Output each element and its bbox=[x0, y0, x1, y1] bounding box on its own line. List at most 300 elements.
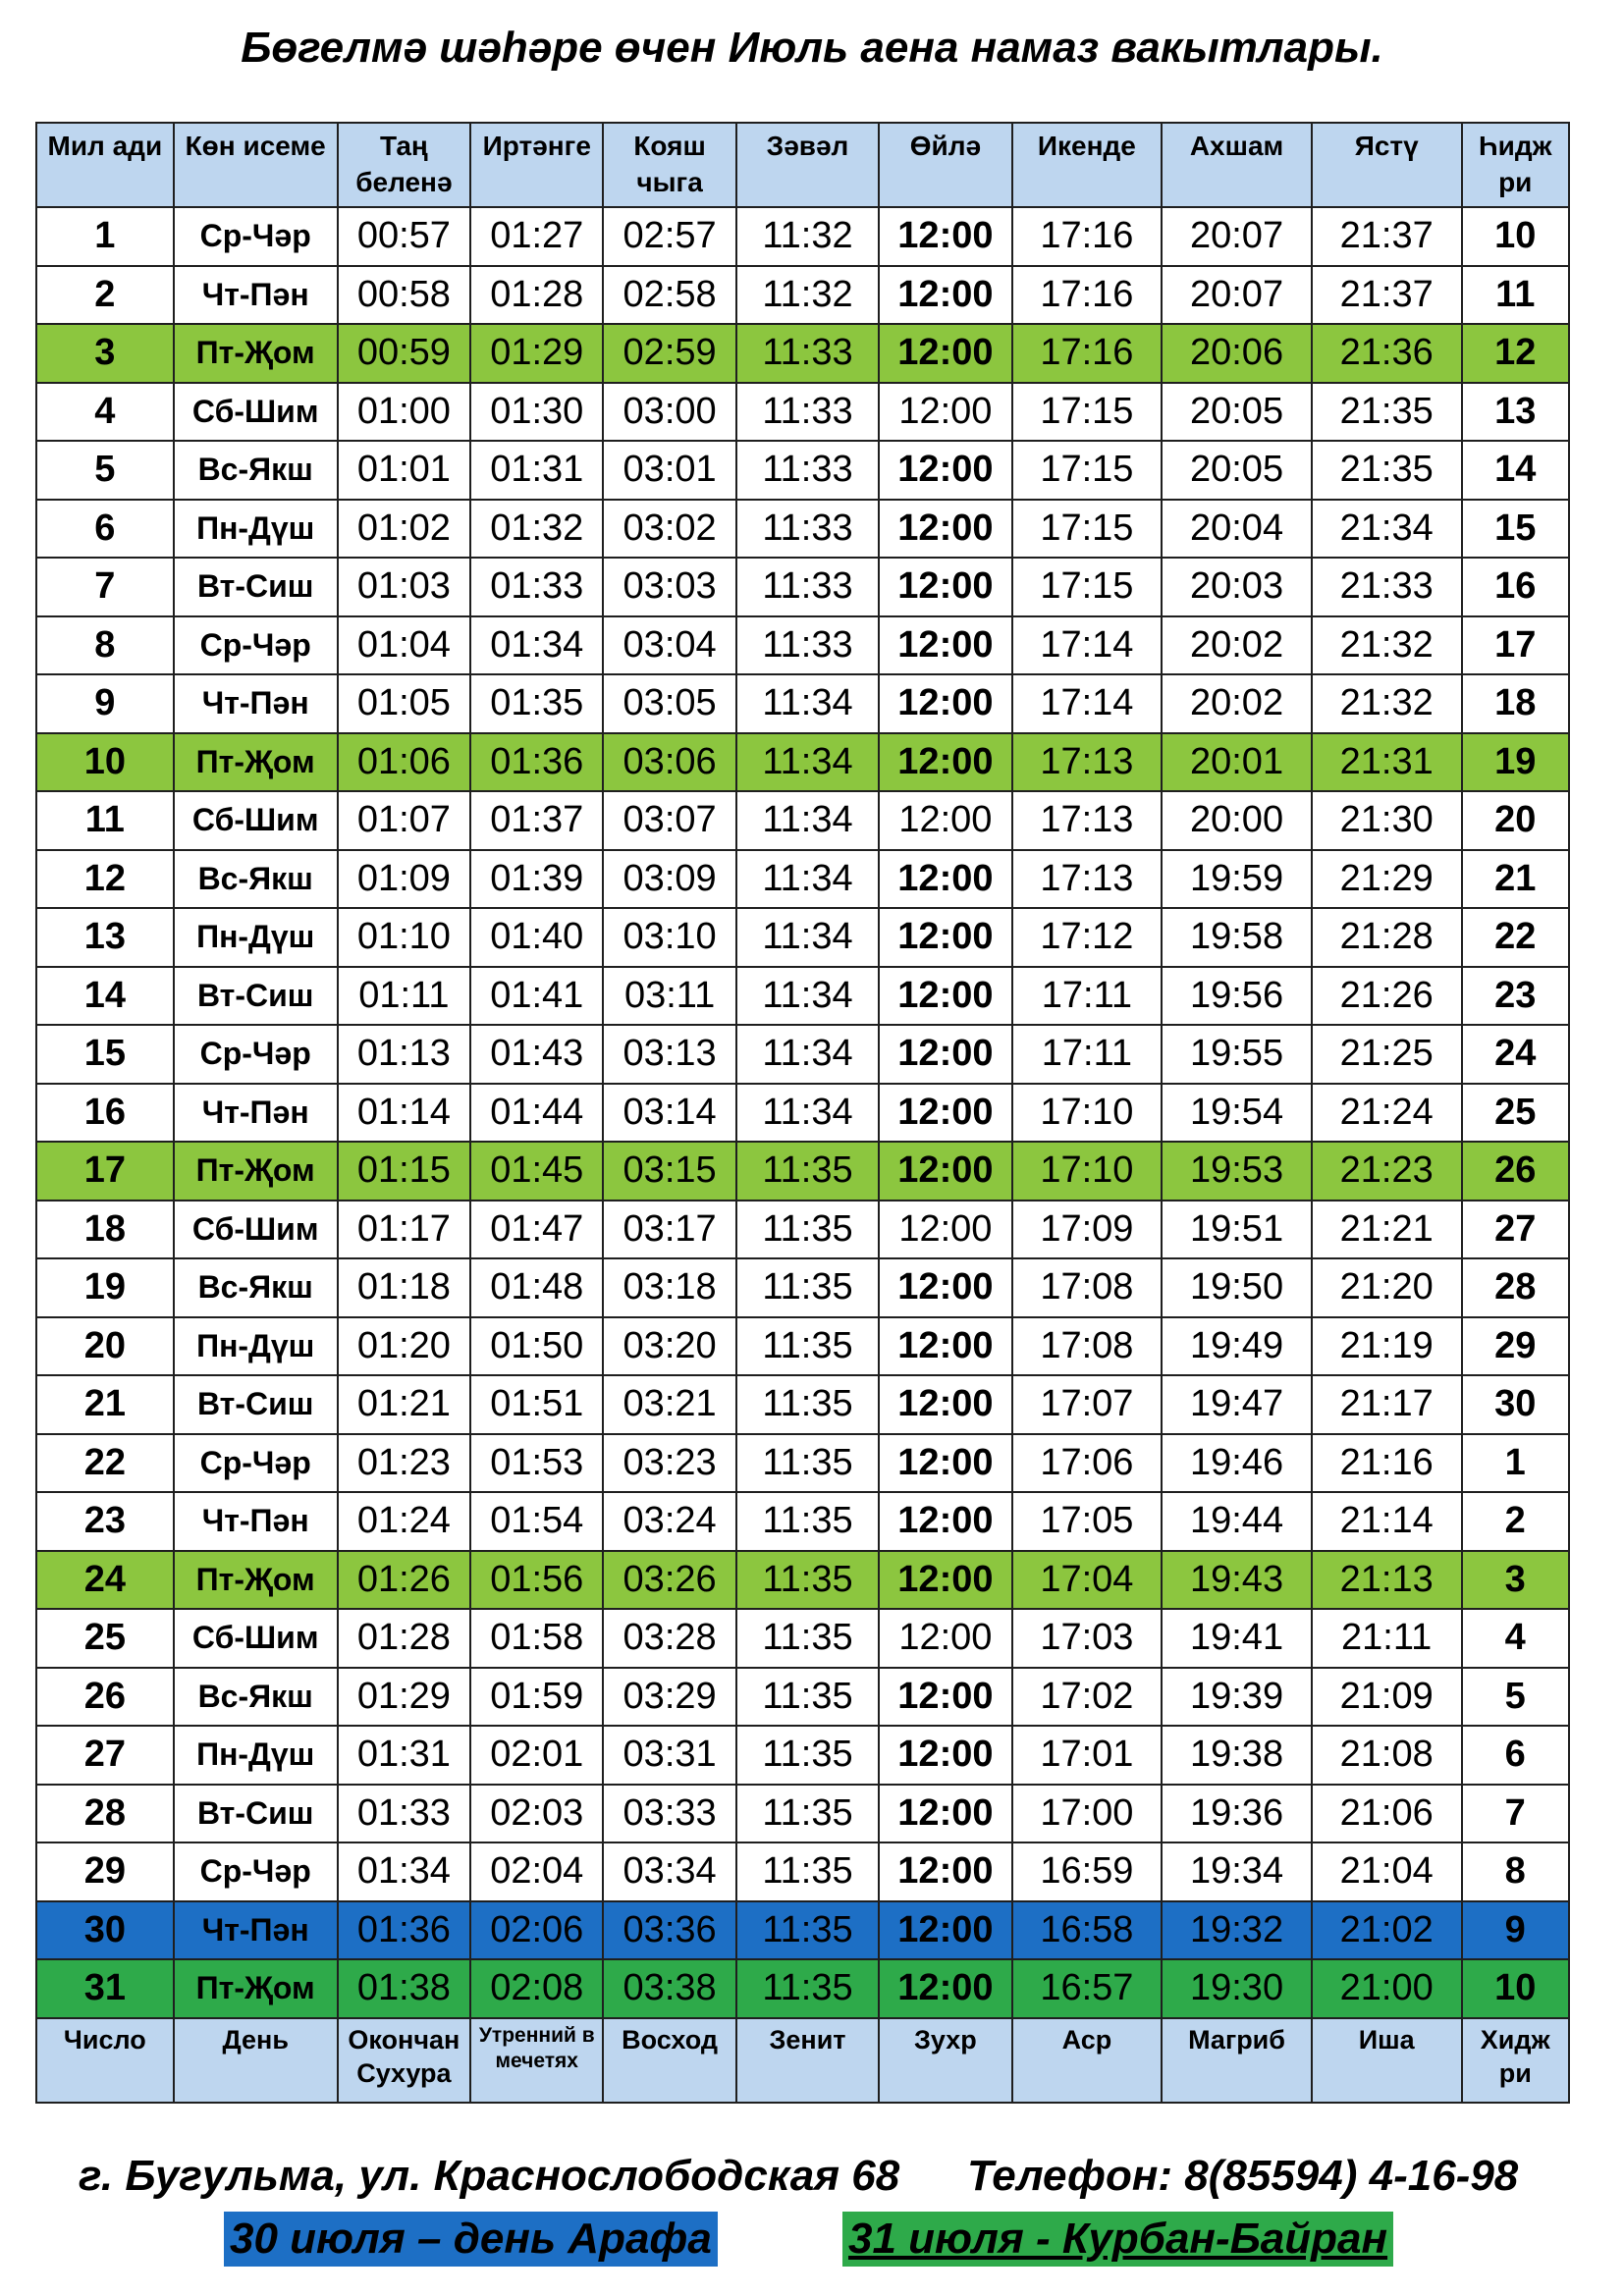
hijri-day-cell: 18 bbox=[1462, 674, 1570, 733]
koyash-chyga-cell: 03:03 bbox=[603, 558, 735, 616]
ikende-cell: 17:15 bbox=[1012, 383, 1163, 442]
yastu-cell: 21:00 bbox=[1312, 1959, 1462, 2018]
irtenge-cell: 01:59 bbox=[470, 1668, 603, 1727]
footer-cell: Восход bbox=[603, 2018, 735, 2103]
akhsham-cell: 19:54 bbox=[1162, 1084, 1312, 1143]
akhsham-cell: 19:56 bbox=[1162, 967, 1312, 1026]
day-number-cell: 31 bbox=[36, 1959, 174, 2018]
hijri-day-cell: 1 bbox=[1462, 1434, 1570, 1493]
yastu-cell: 21:33 bbox=[1312, 558, 1462, 616]
footer-cell: Магриб bbox=[1162, 2018, 1312, 2103]
irtenge-cell: 01:35 bbox=[470, 674, 603, 733]
oile-cell: 12:00 bbox=[879, 1959, 1011, 2018]
weekday-cell: Чт-Пән bbox=[174, 1492, 338, 1551]
koyash-chyga-cell: 03:06 bbox=[603, 733, 735, 792]
koyash-chyga-cell: 03:38 bbox=[603, 1959, 735, 2018]
ikende-cell: 16:57 bbox=[1012, 1959, 1163, 2018]
yastu-cell: 21:23 bbox=[1312, 1142, 1462, 1201]
zevel-cell: 11:35 bbox=[736, 1551, 879, 1610]
oile-cell: 12:00 bbox=[879, 1025, 1011, 1084]
zevel-cell: 11:35 bbox=[736, 1201, 879, 1259]
zevel-cell: 11:33 bbox=[736, 441, 879, 500]
irtenge-cell: 01:31 bbox=[470, 441, 603, 500]
table-body bbox=[36, 207, 1569, 2018]
header-cell: Көн исеме bbox=[174, 123, 338, 207]
irtenge-cell: 01:28 bbox=[470, 266, 603, 325]
akhsham-cell: 19:38 bbox=[1162, 1726, 1312, 1785]
tan-belene-cell: 00:57 bbox=[338, 207, 470, 266]
weekday-cell: Вс-Якш bbox=[174, 441, 338, 500]
yastu-cell: 21:19 bbox=[1312, 1317, 1462, 1376]
koyash-chyga-cell: 03:09 bbox=[603, 850, 735, 909]
irtenge-cell: 01:58 bbox=[470, 1609, 603, 1668]
koyash-chyga-cell: 03:17 bbox=[603, 1201, 735, 1259]
zevel-cell: 11:35 bbox=[736, 1785, 879, 1843]
hijri-day-cell: 16 bbox=[1462, 558, 1570, 616]
zevel-cell: 11:35 bbox=[736, 1317, 879, 1376]
irtenge-cell: 01:33 bbox=[470, 558, 603, 616]
day-number-cell: 6 bbox=[36, 500, 174, 559]
koyash-chyga-cell: 03:29 bbox=[603, 1668, 735, 1727]
hijri-day-cell: 30 bbox=[1462, 1375, 1570, 1434]
koyash-chyga-cell: 03:23 bbox=[603, 1434, 735, 1493]
yastu-cell: 21:21 bbox=[1312, 1201, 1462, 1259]
oile-cell: 12:00 bbox=[879, 850, 1011, 909]
akhsham-cell: 19:34 bbox=[1162, 1842, 1312, 1901]
header-cell: Мил ади bbox=[36, 123, 174, 207]
akhsham-cell: 20:02 bbox=[1162, 616, 1312, 675]
table-row bbox=[36, 1785, 1569, 1843]
table-row bbox=[36, 616, 1569, 675]
akhsham-cell: 19:59 bbox=[1162, 850, 1312, 909]
koyash-chyga-cell: 03:33 bbox=[603, 1785, 735, 1843]
table-header-row bbox=[36, 123, 1569, 207]
akhsham-cell: 19:58 bbox=[1162, 908, 1312, 967]
tan-belene-cell: 01:28 bbox=[338, 1609, 470, 1668]
address-text: г. Бугульма, ул. Краснослободская 68 bbox=[79, 2152, 900, 2200]
oile-cell: 12:00 bbox=[879, 908, 1011, 967]
day-number-cell: 25 bbox=[36, 1609, 174, 1668]
oile-cell: 12:00 bbox=[879, 1901, 1011, 1960]
oile-cell: 12:00 bbox=[879, 674, 1011, 733]
footer-cell: Утренний в мечетях bbox=[470, 2018, 603, 2103]
ikende-cell: 16:59 bbox=[1012, 1842, 1163, 1901]
tan-belene-cell: 01:21 bbox=[338, 1375, 470, 1434]
header-cell: Һидж ри bbox=[1462, 123, 1570, 207]
irtenge-cell: 01:40 bbox=[470, 908, 603, 967]
table-row bbox=[36, 324, 1569, 383]
day-number-cell: 23 bbox=[36, 1492, 174, 1551]
footer-cell: Аср bbox=[1012, 2018, 1163, 2103]
day-number-cell: 24 bbox=[36, 1551, 174, 1610]
koyash-chyga-cell: 03:14 bbox=[603, 1084, 735, 1143]
zevel-cell: 11:33 bbox=[736, 383, 879, 442]
oile-cell: 12:00 bbox=[879, 1726, 1011, 1785]
day-number-cell: 26 bbox=[36, 1668, 174, 1727]
tan-belene-cell: 01:38 bbox=[338, 1959, 470, 2018]
footer-cell: Число bbox=[36, 2018, 174, 2103]
weekday-cell: Пн-Дүш bbox=[174, 500, 338, 559]
ikende-cell: 17:04 bbox=[1012, 1551, 1163, 1610]
koyash-chyga-cell: 03:15 bbox=[603, 1142, 735, 1201]
weekday-cell: Пн-Дүш bbox=[174, 908, 338, 967]
weekday-cell: Вт-Сиш bbox=[174, 558, 338, 616]
oile-cell: 12:00 bbox=[879, 1434, 1011, 1493]
weekday-cell: Вс-Якш bbox=[174, 850, 338, 909]
weekday-cell: Пт-Җом bbox=[174, 1142, 338, 1201]
phone-text: Телефон: 8(85594) 4-16-98 bbox=[967, 2152, 1519, 2200]
koyash-chyga-cell: 02:57 bbox=[603, 207, 735, 266]
table-row bbox=[36, 1258, 1569, 1317]
hijri-day-cell: 28 bbox=[1462, 1258, 1570, 1317]
table-row bbox=[36, 1551, 1569, 1610]
weekday-cell: Вс-Якш bbox=[174, 1258, 338, 1317]
yastu-cell: 21:35 bbox=[1312, 441, 1462, 500]
day-number-cell: 16 bbox=[36, 1084, 174, 1143]
irtenge-cell: 02:08 bbox=[470, 1959, 603, 2018]
yastu-cell: 21:29 bbox=[1312, 850, 1462, 909]
hijri-day-cell: 9 bbox=[1462, 1901, 1570, 1960]
day-number-cell: 28 bbox=[36, 1785, 174, 1843]
akhsham-cell: 19:39 bbox=[1162, 1668, 1312, 1727]
akhsham-cell: 20:07 bbox=[1162, 207, 1312, 266]
yastu-cell: 21:34 bbox=[1312, 500, 1462, 559]
oile-cell: 12:00 bbox=[879, 1375, 1011, 1434]
akhsham-cell: 19:49 bbox=[1162, 1317, 1312, 1376]
hijri-day-cell: 23 bbox=[1462, 967, 1570, 1026]
tan-belene-cell: 01:03 bbox=[338, 558, 470, 616]
koyash-chyga-cell: 03:13 bbox=[603, 1025, 735, 1084]
hijri-day-cell: 12 bbox=[1462, 324, 1570, 383]
ikende-cell: 17:15 bbox=[1012, 558, 1163, 616]
zevel-cell: 11:34 bbox=[736, 733, 879, 792]
tan-belene-cell: 01:24 bbox=[338, 1492, 470, 1551]
ikende-cell: 17:07 bbox=[1012, 1375, 1163, 1434]
ikende-cell: 17:12 bbox=[1012, 908, 1163, 967]
zevel-cell: 11:34 bbox=[736, 791, 879, 850]
table-row bbox=[36, 908, 1569, 967]
day-number-cell: 3 bbox=[36, 324, 174, 383]
yastu-cell: 21:11 bbox=[1312, 1609, 1462, 1668]
zevel-cell: 11:33 bbox=[736, 324, 879, 383]
koyash-chyga-cell: 03:00 bbox=[603, 383, 735, 442]
weekday-cell: Чт-Пән bbox=[174, 674, 338, 733]
yastu-cell: 21:24 bbox=[1312, 1084, 1462, 1143]
tan-belene-cell: 01:23 bbox=[338, 1434, 470, 1493]
hijri-day-cell: 21 bbox=[1462, 850, 1570, 909]
yastu-cell: 21:28 bbox=[1312, 908, 1462, 967]
yastu-cell: 21:32 bbox=[1312, 616, 1462, 675]
zevel-cell: 11:32 bbox=[736, 266, 879, 325]
weekday-cell: Сб-Шим bbox=[174, 383, 338, 442]
table-row bbox=[36, 967, 1569, 1026]
tan-belene-cell: 01:34 bbox=[338, 1842, 470, 1901]
ikende-cell: 17:16 bbox=[1012, 207, 1163, 266]
zevel-cell: 11:32 bbox=[736, 207, 879, 266]
irtenge-cell: 01:30 bbox=[470, 383, 603, 442]
table-row bbox=[36, 1609, 1569, 1668]
arafa-note: 30 июля – день Арафа bbox=[224, 2212, 718, 2267]
day-number-cell: 27 bbox=[36, 1726, 174, 1785]
ikende-cell: 17:14 bbox=[1012, 674, 1163, 733]
table-row bbox=[36, 383, 1569, 442]
day-number-cell: 12 bbox=[36, 850, 174, 909]
ikende-cell: 17:05 bbox=[1012, 1492, 1163, 1551]
akhsham-cell: 20:01 bbox=[1162, 733, 1312, 792]
day-number-cell: 30 bbox=[36, 1901, 174, 1960]
yastu-cell: 21:37 bbox=[1312, 266, 1462, 325]
akhsham-cell: 19:32 bbox=[1162, 1901, 1312, 1960]
day-number-cell: 1 bbox=[36, 207, 174, 266]
hijri-day-cell: 25 bbox=[1462, 1084, 1570, 1143]
tan-belene-cell: 01:13 bbox=[338, 1025, 470, 1084]
ikende-cell: 17:13 bbox=[1012, 850, 1163, 909]
koyash-chyga-cell: 03:10 bbox=[603, 908, 735, 967]
table-row bbox=[36, 441, 1569, 500]
irtenge-cell: 01:51 bbox=[470, 1375, 603, 1434]
irtenge-cell: 01:36 bbox=[470, 733, 603, 792]
weekday-cell: Чт-Пән bbox=[174, 1084, 338, 1143]
ikende-cell: 17:15 bbox=[1012, 500, 1163, 559]
day-number-cell: 10 bbox=[36, 733, 174, 792]
oile-cell: 12:00 bbox=[879, 207, 1011, 266]
table-row bbox=[36, 1025, 1569, 1084]
hijri-day-cell: 5 bbox=[1462, 1668, 1570, 1727]
table-row bbox=[36, 1668, 1569, 1727]
zevel-cell: 11:35 bbox=[736, 1492, 879, 1551]
zevel-cell: 11:33 bbox=[736, 616, 879, 675]
ikende-cell: 17:09 bbox=[1012, 1201, 1163, 1259]
hijri-day-cell: 6 bbox=[1462, 1726, 1570, 1785]
weekday-cell: Ср-Чәр bbox=[174, 1842, 338, 1901]
day-number-cell: 22 bbox=[36, 1434, 174, 1493]
weekday-cell: Ср-Чәр bbox=[174, 616, 338, 675]
day-number-cell: 8 bbox=[36, 616, 174, 675]
day-number-cell: 19 bbox=[36, 1258, 174, 1317]
yastu-cell: 21:30 bbox=[1312, 791, 1462, 850]
irtenge-cell: 01:34 bbox=[470, 616, 603, 675]
ikende-cell: 17:10 bbox=[1012, 1084, 1163, 1143]
yastu-cell: 21:31 bbox=[1312, 733, 1462, 792]
hijri-day-cell: 29 bbox=[1462, 1317, 1570, 1376]
hijri-day-cell: 17 bbox=[1462, 616, 1570, 675]
weekday-cell: Ср-Чәр bbox=[174, 1434, 338, 1493]
akhsham-cell: 20:02 bbox=[1162, 674, 1312, 733]
ikende-cell: 17:15 bbox=[1012, 441, 1163, 500]
akhsham-cell: 20:00 bbox=[1162, 791, 1312, 850]
weekday-cell: Сб-Шим bbox=[174, 1201, 338, 1259]
tan-belene-cell: 01:26 bbox=[338, 1551, 470, 1610]
day-number-cell: 15 bbox=[36, 1025, 174, 1084]
table-row bbox=[36, 1434, 1569, 1493]
zevel-cell: 11:35 bbox=[736, 1609, 879, 1668]
table-row bbox=[36, 500, 1569, 559]
hijri-day-cell: 3 bbox=[1462, 1551, 1570, 1610]
table-row bbox=[36, 266, 1569, 325]
akhsham-cell: 20:05 bbox=[1162, 441, 1312, 500]
table-row bbox=[36, 1084, 1569, 1143]
koyash-chyga-cell: 03:01 bbox=[603, 441, 735, 500]
tan-belene-cell: 01:33 bbox=[338, 1785, 470, 1843]
weekday-cell: Пт-Җом bbox=[174, 733, 338, 792]
header-cell: Иртәнге bbox=[470, 123, 603, 207]
akhsham-cell: 19:44 bbox=[1162, 1492, 1312, 1551]
irtenge-cell: 02:03 bbox=[470, 1785, 603, 1843]
table-row bbox=[36, 1142, 1569, 1201]
yastu-cell: 21:32 bbox=[1312, 674, 1462, 733]
yastu-cell: 21:17 bbox=[1312, 1375, 1462, 1434]
oile-cell: 12:00 bbox=[879, 967, 1011, 1026]
akhsham-cell: 20:07 bbox=[1162, 266, 1312, 325]
hijri-day-cell: 7 bbox=[1462, 1785, 1570, 1843]
yastu-cell: 21:04 bbox=[1312, 1842, 1462, 1901]
tan-belene-cell: 01:14 bbox=[338, 1084, 470, 1143]
ikende-cell: 17:08 bbox=[1012, 1317, 1163, 1376]
hijri-day-cell: 8 bbox=[1462, 1842, 1570, 1901]
zevel-cell: 11:34 bbox=[736, 674, 879, 733]
page-title: Бөгелмә шәһәре өчен Июль аена намаз вакытлары. bbox=[241, 24, 1383, 72]
weekday-cell: Пт-Җом bbox=[174, 1959, 338, 2018]
irtenge-cell: 02:04 bbox=[470, 1842, 603, 1901]
hijri-day-cell: 2 bbox=[1462, 1492, 1570, 1551]
ikende-cell: 17:11 bbox=[1012, 1025, 1163, 1084]
table-footer-row bbox=[36, 2018, 1569, 2103]
tan-belene-cell: 01:17 bbox=[338, 1201, 470, 1259]
oile-cell: 12:00 bbox=[879, 616, 1011, 675]
weekday-cell: Сб-Шим bbox=[174, 1609, 338, 1668]
table-row bbox=[36, 1901, 1569, 1960]
tan-belene-cell: 01:36 bbox=[338, 1901, 470, 1960]
akhsham-cell: 20:03 bbox=[1162, 558, 1312, 616]
header-cell: Өйлә bbox=[879, 123, 1011, 207]
oile-cell: 12:00 bbox=[879, 733, 1011, 792]
weekday-cell: Ср-Чәр bbox=[174, 207, 338, 266]
weekday-cell: Сб-Шим bbox=[174, 791, 338, 850]
oile-cell: 12:00 bbox=[879, 1609, 1011, 1668]
ikende-cell: 16:58 bbox=[1012, 1901, 1163, 1960]
ikende-cell: 17:13 bbox=[1012, 733, 1163, 792]
koyash-chyga-cell: 02:59 bbox=[603, 324, 735, 383]
oile-cell: 12:00 bbox=[879, 558, 1011, 616]
oile-cell: 12:00 bbox=[879, 324, 1011, 383]
hijri-day-cell: 22 bbox=[1462, 908, 1570, 967]
hijri-day-cell: 27 bbox=[1462, 1201, 1570, 1259]
weekday-cell: Чт-Пән bbox=[174, 266, 338, 325]
footer-cell: Зенит bbox=[736, 2018, 879, 2103]
koyash-chyga-cell: 03:07 bbox=[603, 791, 735, 850]
akhsham-cell: 19:41 bbox=[1162, 1609, 1312, 1668]
irtenge-cell: 01:43 bbox=[470, 1025, 603, 1084]
oile-cell: 12:00 bbox=[879, 1201, 1011, 1259]
zevel-cell: 11:34 bbox=[736, 1084, 879, 1143]
akhsham-cell: 19:36 bbox=[1162, 1785, 1312, 1843]
table-row bbox=[36, 850, 1569, 909]
hijri-day-cell: 10 bbox=[1462, 1959, 1570, 2018]
koyash-chyga-cell: 03:05 bbox=[603, 674, 735, 733]
tan-belene-cell: 00:58 bbox=[338, 266, 470, 325]
akhsham-cell: 20:05 bbox=[1162, 383, 1312, 442]
day-number-cell: 13 bbox=[36, 908, 174, 967]
akhsham-cell: 19:47 bbox=[1162, 1375, 1312, 1434]
header-cell: Кояш чыга bbox=[603, 123, 735, 207]
yastu-cell: 21:02 bbox=[1312, 1901, 1462, 1960]
akhsham-cell: 19:30 bbox=[1162, 1959, 1312, 2018]
tan-belene-cell: 01:31 bbox=[338, 1726, 470, 1785]
koyash-chyga-cell: 03:21 bbox=[603, 1375, 735, 1434]
ikende-cell: 17:16 bbox=[1012, 266, 1163, 325]
hijri-day-cell: 24 bbox=[1462, 1025, 1570, 1084]
table-row bbox=[36, 1492, 1569, 1551]
oile-cell: 12:00 bbox=[879, 1258, 1011, 1317]
tan-belene-cell: 01:18 bbox=[338, 1258, 470, 1317]
table-row bbox=[36, 207, 1569, 266]
ikende-cell: 17:00 bbox=[1012, 1785, 1163, 1843]
zevel-cell: 11:35 bbox=[736, 1258, 879, 1317]
day-number-cell: 4 bbox=[36, 383, 174, 442]
zevel-cell: 11:35 bbox=[736, 1726, 879, 1785]
yastu-cell: 21:36 bbox=[1312, 324, 1462, 383]
zevel-cell: 11:33 bbox=[736, 558, 879, 616]
weekday-cell: Пт-Җом bbox=[174, 1551, 338, 1610]
akhsham-cell: 19:46 bbox=[1162, 1434, 1312, 1493]
oile-cell: 12:00 bbox=[879, 1317, 1011, 1376]
prayer-times-table bbox=[35, 122, 1570, 2104]
irtenge-cell: 01:45 bbox=[470, 1142, 603, 1201]
irtenge-cell: 01:53 bbox=[470, 1434, 603, 1493]
tan-belene-cell: 01:09 bbox=[338, 850, 470, 909]
yastu-cell: 21:16 bbox=[1312, 1434, 1462, 1493]
koyash-chyga-cell: 03:18 bbox=[603, 1258, 735, 1317]
ikende-cell: 17:01 bbox=[1012, 1726, 1163, 1785]
table-row bbox=[36, 1726, 1569, 1785]
akhsham-cell: 19:43 bbox=[1162, 1551, 1312, 1610]
table-row bbox=[36, 674, 1569, 733]
koyash-chyga-cell: 03:28 bbox=[603, 1609, 735, 1668]
footer-cell: Зухр bbox=[879, 2018, 1011, 2103]
yastu-cell: 21:35 bbox=[1312, 383, 1462, 442]
irtenge-cell: 02:01 bbox=[470, 1726, 603, 1785]
day-number-cell: 14 bbox=[36, 967, 174, 1026]
koyash-chyga-cell: 03:20 bbox=[603, 1317, 735, 1376]
koyash-chyga-cell: 03:34 bbox=[603, 1842, 735, 1901]
yastu-cell: 21:09 bbox=[1312, 1668, 1462, 1727]
akhsham-cell: 19:55 bbox=[1162, 1025, 1312, 1084]
zevel-cell: 11:35 bbox=[736, 1668, 879, 1727]
yastu-cell: 21:25 bbox=[1312, 1025, 1462, 1084]
footer-cell: Окончан Сухура bbox=[338, 2018, 470, 2103]
koyash-chyga-cell: 03:26 bbox=[603, 1551, 735, 1610]
tan-belene-cell: 01:29 bbox=[338, 1668, 470, 1727]
zevel-cell: 11:34 bbox=[736, 850, 879, 909]
weekday-cell: Вс-Якш bbox=[174, 1668, 338, 1727]
day-number-cell: 9 bbox=[36, 674, 174, 733]
zevel-cell: 11:34 bbox=[736, 967, 879, 1026]
akhsham-cell: 20:04 bbox=[1162, 500, 1312, 559]
day-number-cell: 5 bbox=[36, 441, 174, 500]
kurban-note: 31 июля - Курбан-Байран bbox=[842, 2212, 1393, 2267]
table-row bbox=[36, 1842, 1569, 1901]
tan-belene-cell: 01:05 bbox=[338, 674, 470, 733]
koyash-chyga-cell: 03:02 bbox=[603, 500, 735, 559]
zevel-cell: 11:34 bbox=[736, 908, 879, 967]
koyash-chyga-cell: 03:04 bbox=[603, 616, 735, 675]
irtenge-cell: 01:27 bbox=[470, 207, 603, 266]
irtenge-cell: 01:50 bbox=[470, 1317, 603, 1376]
ikende-cell: 17:06 bbox=[1012, 1434, 1163, 1493]
irtenge-cell: 01:48 bbox=[470, 1258, 603, 1317]
oile-cell: 12:00 bbox=[879, 1492, 1011, 1551]
oile-cell: 12:00 bbox=[879, 1785, 1011, 1843]
